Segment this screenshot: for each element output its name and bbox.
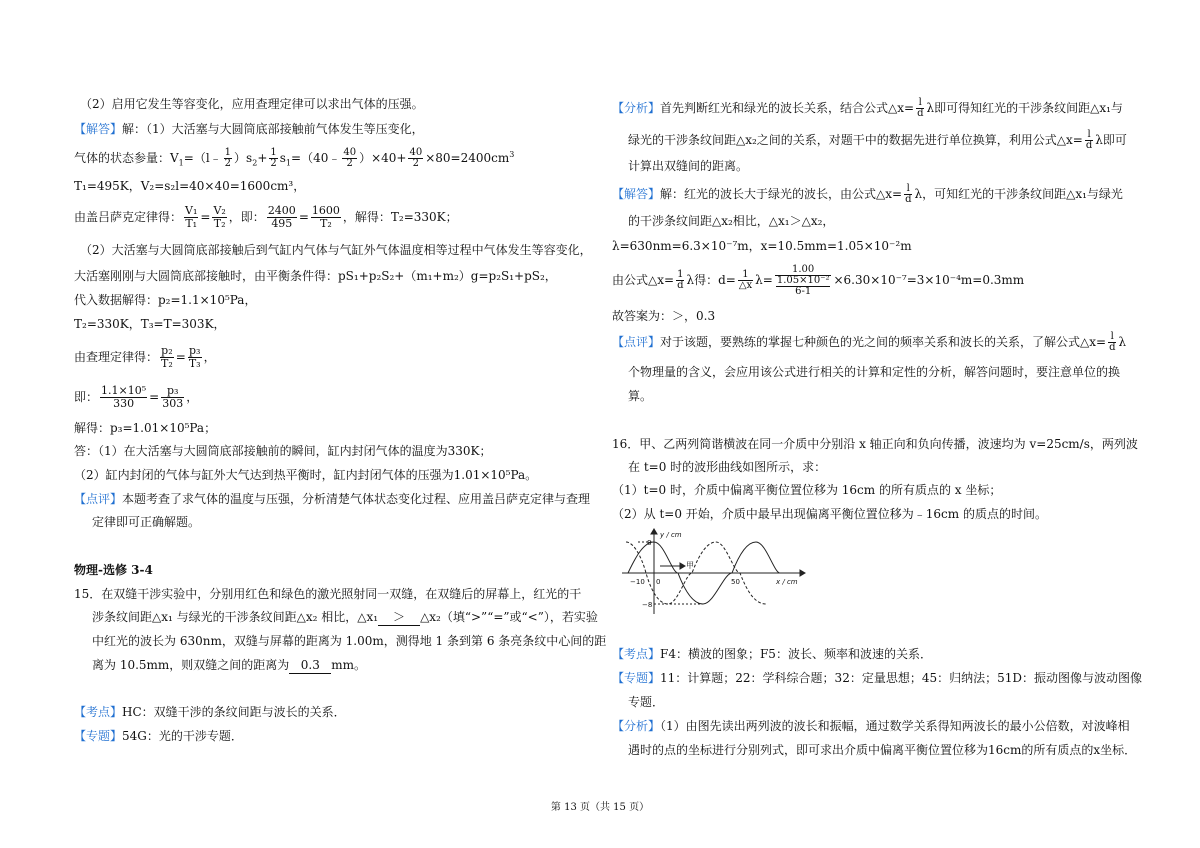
arrowhead (680, 563, 685, 569)
text-line: 故答案为：＞，0.3 (612, 309, 716, 323)
y-axis-label: y / cm (660, 531, 682, 539)
section-heading: 物理-选修 3-4 (74, 563, 153, 577)
text-line: 15．在双缝干涉实验中，分别用红色和绿色的激光照射同一双缝，在双缝后的屏幕上，红光的干 (74, 587, 582, 601)
text-line: 遇时的点的坐标进行分别列式，即可求出介质中偏离平衡位置位移为16cm的所有质点的x坐标． (628, 743, 1137, 757)
text-line: 【考点】F4：横波的图象；F5：波长、频率和波速的关系． (612, 647, 932, 661)
text-line: 【分析】（1）由图先读出两列波的波长和振幅，通过数学关系得知两波长的最小公倍数，对波峰相 (612, 719, 1130, 733)
formula-line: 由盖吕萨克定律得： $\frac{\text{V₁}}{\text{T₁}}$ = $\frac{\text{V₂}}{\text{T₂}}$ ，即： $\frac{2400}{495}$ = $\frac{1600}{\text{T₂}}$ ，解得：T₂=330K； (74, 204, 458, 230)
point-tag: 【考点】 (74, 705, 123, 719)
text-line: 算。 (628, 389, 653, 403)
text-line: 16．甲、乙两列简谐横波在同一介质中分别沿 x 轴正向和负向传播，波速均为 v=25cm/s，两列波 (612, 437, 1138, 451)
text-line: T₂=330K，T₃=T=303K， (74, 317, 226, 331)
wave-label: 甲 (686, 561, 694, 570)
text-line: 答：（1）在大活塞与大圆筒底部接触前的瞬间，缸内封闭气体的温度为330K； (74, 444, 492, 458)
x-arrow (800, 570, 805, 576)
text-line: λ=630nm=6.3×10⁻⁷m，x=10.5mm=1.05×10⁻²m (612, 239, 912, 253)
text-line: 个物理量的含义，会应用该公式进行相关的计算和定性的分析，解答问题时，要注意单位的换 (628, 365, 1121, 379)
formula-line: 由公式△x= $\frac{1}{d}$ λ得：d= $\frac{1}{\triangle x}$ λ= 1.00 1.05×10⁻² 6-1 ×6.30×10⁻⁷=3×10⁻⁴m=0.3mm (612, 264, 1025, 297)
page-footer: 第 13 页（共 15 页） (550, 802, 650, 813)
text-line: （2）缸内封闭的气体与缸外大气达到热平衡时，缸内封闭气体的压强为1.01×10⁵Pa。 (74, 468, 538, 482)
text-line: （1）t=0 时，介质中偏离平衡位置位移为 16cm 的所有质点的 x 坐标； (612, 483, 1002, 497)
text-line: 代入数据解得：p₂=1.1×10⁵Pa， (74, 293, 257, 307)
text-line: （2）启用它发生等容变化，应用查理定律可以求出气体的压强。 (80, 97, 424, 111)
text-line: T₁=495K，V₂=s₂l=40×40=1600cm³， (74, 179, 306, 193)
text-line: 在 t=0 时的波形曲线如图所示，求： (628, 460, 827, 474)
x-axis-label: x / cm (776, 578, 798, 586)
answer-blank: ＞ (378, 609, 420, 626)
text-line: 【点评】对于该题，要熟练的掌握七种颜色的光之间的频率关系和波长的关系，了解公式△x= $\frac{l}{d}$ λ (612, 331, 1127, 353)
text-line: 定律即可正确解题。 (92, 515, 201, 529)
tick-label: 50 (731, 578, 740, 586)
text-line: 【专题】54G：光的干涉专题． (74, 729, 243, 743)
text-line: 【考点】HC：双缝干涉的条纹间距与波长的关系． (74, 705, 346, 719)
answer-blank: 0.3 (289, 657, 331, 674)
text-line: 【解答】解：（1）大活塞与大圆筒底部接触前气体发生等压变化， (74, 122, 424, 136)
tick-label: −10 (630, 578, 645, 586)
topic-tag: 【专题】 (74, 729, 123, 743)
text-line: 【专题】11：计算题；22：学科综合题；32：定量思想；45：归纳法；51D：振动图像与波动图像 (612, 671, 1142, 685)
answer-tag: 【解答】 (74, 122, 123, 136)
text-line: 专题． (628, 695, 665, 709)
text-line: 解得：p₃=1.01×10⁵Pa； (74, 421, 217, 435)
text-line: 的干涉条纹间距△x₂相比，△x₁＞△x₂， (628, 214, 835, 228)
text-line: 中红光的波长为 630nm，双缝与屏幕的距离为 1.00m，测得地 1 条到第 6 条亮条纹中心间的距 (92, 634, 607, 648)
text-line: 涉条纹间距△x₁ 与绿光的干涉条纹间距△x₂ 相比，△x₁ ＞ △x₂（填“>”“=”或“<”），若实验 (92, 610, 598, 624)
text-line: 大活塞刚刚与大圆筒底部接触时，由平衡条件得：pS₁+p₂S₂+（m₁+m₂）g=p₂S₁+pS₂， (74, 269, 557, 283)
answer-tag: 【解答】 (612, 187, 661, 201)
topic-tag: 【专题】 (612, 671, 661, 685)
tick-label: 8 (647, 539, 652, 547)
text-line: 绿光的干涉条纹间距△x₂之间的关系，对题干中的数据先进行单位换算，利用公式△x= $\frac{l}{d}$ λ即可 (628, 129, 1127, 151)
comment-tag: 【点评】 (612, 335, 661, 349)
tick-label: 0 (656, 578, 661, 586)
text-line: 计算出双缝间的距离。 (628, 159, 749, 173)
comment-tag: 【点评】 (74, 492, 123, 506)
point-tag: 【考点】 (612, 647, 661, 661)
formula-line: 气体的状态参量：$V_1=(l﹣$ $\frac{1}{2}$ ）$s_2+$ $\frac{1}{2}$ $s_1=(40﹣$ $\frac{40}{2}$ ）×40+ $\frac{40}{2}$ $\times 80=2400cm^3$ (74, 147, 515, 169)
text-line: （2）从 t=0 开始，介质中最早出现偏离平衡位置位移为﹣16cm 的质点的时间。 (612, 507, 1047, 521)
analysis-tag: 【分析】 (612, 101, 661, 115)
tick-label: −8 (642, 601, 653, 609)
y-arrow (651, 529, 657, 534)
text-line: 【分析】首先判断红光和绿光的波长关系，结合公式△x= $\frac{l}{d}$ λ即可得知红光的干涉条纹间距△x₁与 (612, 97, 1123, 119)
text-line: 【点评】本题考查了求气体的温度与压强，分析清楚气体状态变化过程、应用盖吕萨克定律与查理 (74, 492, 591, 506)
formula-line: 由查理定律得： $\frac{\text{p₂}}{\text{T₂}}$ = $\frac{\text{p₃}}{\text{T₃}}$ ， (74, 344, 216, 370)
text-line: （2）大活塞与大圆筒底部接触后到气缸内气体与气缸外气体温度相等过程中气体发生等容变化， (80, 243, 592, 257)
analysis-tag: 【分析】 (612, 719, 661, 733)
text-line: 【解答】解：红光的波长大于绿光的波长，由公式△x= $\frac{l}{d}$ λ，可知红光的干涉条纹间距△x₁与绿光 (612, 183, 1123, 205)
text-line: 离为 10.5mm，则双缝之间的距离为 0.3 mm。 (92, 658, 367, 672)
formula-line: 即： $\frac{\text{1.1×10⁵}}{330}$ = $\frac{\text{p₃}}{303}$ ， (74, 384, 199, 410)
wave-figure (616, 528, 806, 618)
